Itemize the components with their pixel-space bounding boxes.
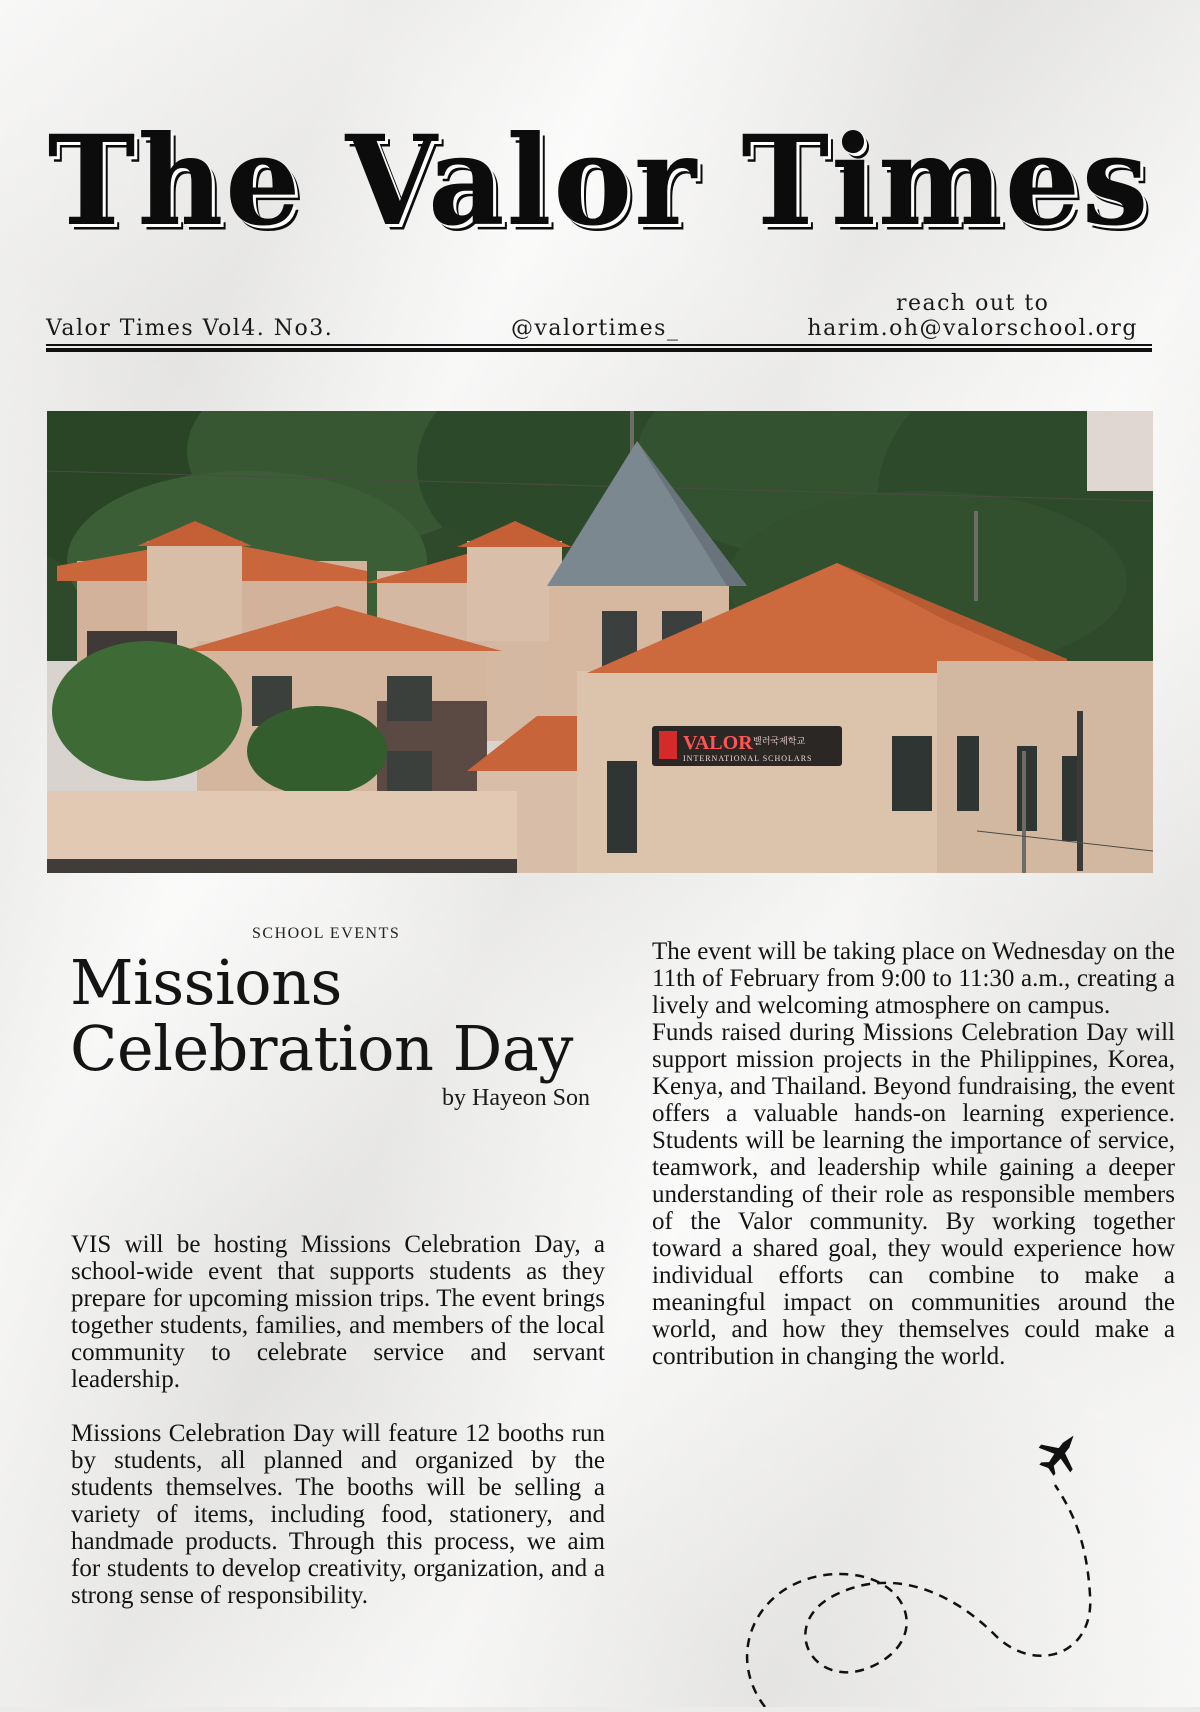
- contact-label: reach out to: [895, 291, 1050, 316]
- sign-sub-text: INTERNATIONAL SCHOLARS: [683, 754, 813, 763]
- headline-line-1: Missions: [70, 946, 342, 1019]
- dashed-flight-path: [747, 1485, 1090, 1707]
- article-headline: [70, 946, 630, 1085]
- divider-rule-thin: [46, 344, 1152, 346]
- divider-rule-thick: [46, 348, 1152, 352]
- airplane-icon: [1031, 1425, 1090, 1483]
- sign-main-text: VALOR: [683, 732, 753, 754]
- sign-korean-text: 밸러국제학교: [753, 737, 806, 747]
- newspaper-title: The Valor Times: [47, 107, 1151, 253]
- masthead: [44, 95, 1154, 265]
- paragraph: The event will be taking place on Wednesday on the 11th of February from 9:00 to 11:30 a.m., creating a lively and welcoming atmosphere on campus.: [652, 938, 1175, 1019]
- contact-info: [807, 291, 1138, 341]
- paragraph: Funds raised during Missions Celebration Day will support mission projects in the Philippines, Korea, Kenya, and Thailand. Beyond fundraising, the event offers a valuable hands-on learning experience. Students will be learning the importance of service, teamwork, and leadership while gaining a deeper understanding of their role as responsible members of the Valor community. By working together toward a shared goal, they would experience how individual efforts can combine to make a meaningful impact on communities around the world, and how they themselves could make a contribution in changing the world.: [652, 1019, 1175, 1370]
- info-bar: [46, 280, 1152, 350]
- contact-email: harim.oh@valorschool.org: [807, 316, 1138, 341]
- paragraph: VIS will be hosting Missions Celebration Day, a school-wide event that supports students as they prepare for upcoming mission trips. The event brings together students, families, and members of the local community to celebrate service and servant leadership.: [71, 1231, 605, 1393]
- article-column-left: [71, 1231, 605, 1609]
- paragraph: Missions Celebration Day will feature 12 booths run by students, all planned and organized by the students themselves. The booths will be selling a variety of items, including food, stationery, and handmade products. Through this process, we aim for students to develop creativity, organization, and a strong sense of responsibility.: [71, 1420, 605, 1609]
- social-handle: @valortimes_: [511, 316, 680, 341]
- school-building-photo: [47, 411, 1153, 873]
- issue-number: Valor Times Vol4. No3.: [46, 316, 334, 341]
- flight-path-doodle: [735, 1425, 1115, 1707]
- byline: by Hayeon Son: [442, 1085, 590, 1111]
- section-label: SCHOOL EVENTS: [252, 925, 401, 942]
- headline-line-2: Celebration Day: [70, 1012, 573, 1085]
- article-column-right: [652, 938, 1175, 1370]
